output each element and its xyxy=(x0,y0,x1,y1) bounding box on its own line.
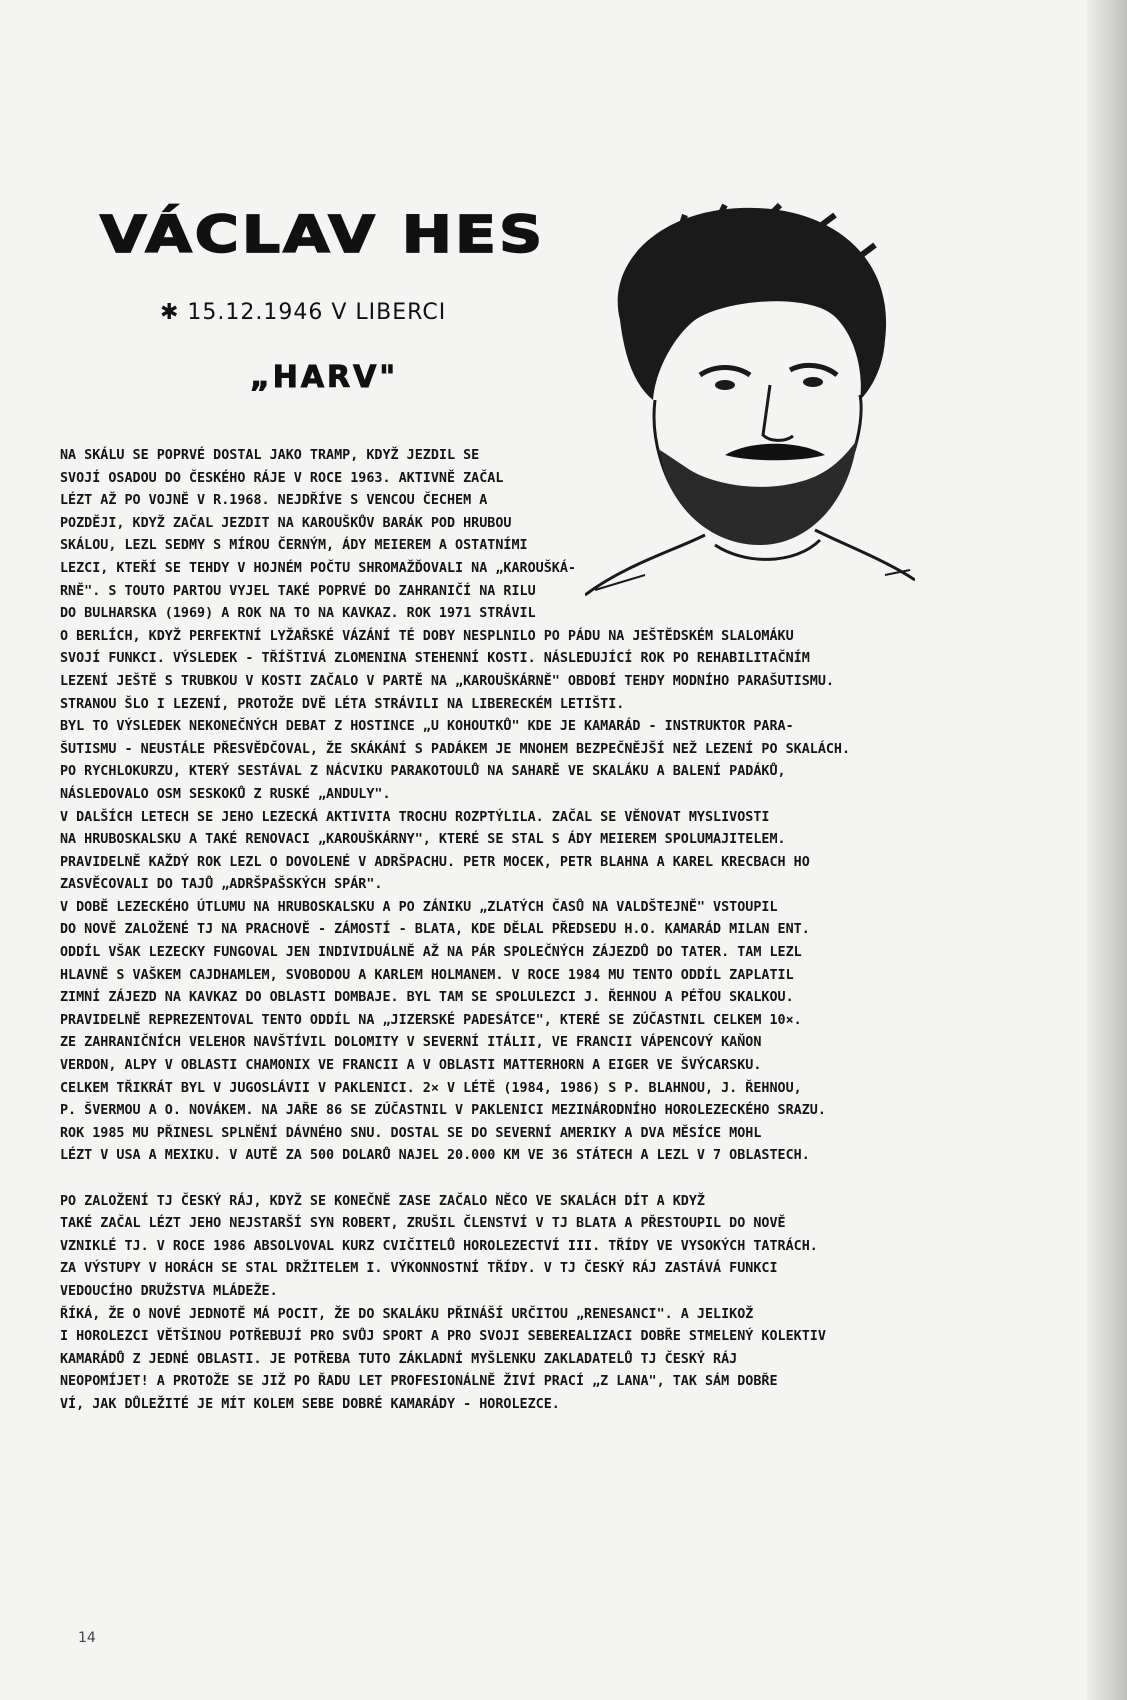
text-line: P. ŠVERMOU A O. NOVÁKEM. NA JAŘE 86 SE ZÚČASTNIL V PAKLENICI MEZINÁRODNÍHO HOROLEZECKÉHO SRAZU. xyxy=(60,1103,826,1119)
birth-line: ✱ 15.12.1946 V LIBERCI xyxy=(160,300,447,325)
text-line: ODDÍL VŠAK LEZECKY FUNGOVAL JEN INDIVIDUÁLNĚ AŽ NA PÁR SPOLEČNÝCH ZÁJEZDŮ DO TATER. TAM LEZL xyxy=(60,945,802,961)
text-line: ROK 1985 MU PŘINESL SPLNĚNÍ DÁVNÉHO SNU. DOSTAL SE DO SEVERNÍ AMERIKY A DVA MĚSÍCE MOHL xyxy=(60,1125,762,1141)
text-line: ŘÍKÁ, ŽE O NOVÉ JEDNOTĚ MÁ POCIT, ŽE DO SKALÁKU PŘINÁŠÍ URČITOU „RENESANCI". A JELIKOŽ xyxy=(60,1306,754,1322)
text-line: ŠUTISMU - NEUSTÁLE PŘESVĚDČOVAL, ŽE SKÁKÁNÍ S PADÁKEM JE MNOHEM BEZPEČNĚJŠÍ NEŽ LEZENÍ PO SKALÁCH. xyxy=(60,741,851,757)
text-line: ZIMNÍ ZÁJEZD NA KAVKAZ DO OBLASTI DOMBAJE. BYL TAM SE SPOLULEZCI J. ŘEHNOU A PÉŤOU SKALKOU. xyxy=(60,990,794,1006)
text-line: ZA VÝSTUPY V HORÁCH SE STAL DRŽITELEM I. VÝKONNOSTNÍ TŘÍDY. V TJ ČESKÝ RÁJ ZASTÁVÁ FUNKCI xyxy=(60,1261,778,1277)
text-line: ZE ZAHRANIČNÍCH VELEHOR NAVŠTÍVIL DOLOMITY V SEVERNÍ ITÁLII, VE FRANCII VÁPENCOVÝ KAŇON xyxy=(60,1035,762,1051)
page-title: VÁCLAV HES xyxy=(100,205,546,265)
text-line xyxy=(60,1168,995,1191)
page-fold-shadow xyxy=(1087,0,1127,1700)
text-line: LÉZT V USA A MEXIKU. V AUTĚ ZA 500 DOLARŮ NAJEL 20.000 KM VE 36 STÁTECH A LEZL V 7 OBLASTECH. xyxy=(60,1148,810,1164)
text-line: VEDOUCÍHO DRUŽSTVA MLÁDEŽE. xyxy=(60,1283,278,1299)
text-line: NA SKÁLU SE POPRVÉ DOSTAL JAKO TRAMP, KDYŽ JEZDIL SE xyxy=(60,448,480,463)
text-line: STRANOU ŠLO I LEZENÍ, PROTOŽE DVĚ LÉTA STRÁVILI NA LIBERECKÉM LETIŠTI. xyxy=(60,696,625,712)
text-line: V DOBĚ LEZECKÉHO ÚTLUMU NA HRUBOSKALSKU A PO ZÁNIKU „ZLATÝCH ČASŮ NA VALDŠTEJNĚ" VSTOUPIL xyxy=(60,899,778,915)
nickname: „HARV" xyxy=(250,360,398,395)
text-line: O BERLÍCH, KDYŽ PERFEKTNÍ LYŽAŘSKÉ VÁZÁNÍ TÉ DOBY NESPLNILO PO PÁDU NA JEŠTĚDSKÉM SLALOMÁKU xyxy=(60,628,794,644)
text-line: PO RYCHLOKURZU, KTERÝ SESTÁVAL Z NÁCVIKU PARAKOTOULŮ NA SAHARĚ VE SKALÁKU A BALENÍ PADÁKŮ, xyxy=(60,764,786,780)
text-line: KAMARÁDŮ Z JEDNÉ OBLASTI. JE POTŘEBA TUTO ZÁKLADNÍ MYŠLENKU ZAKLADATELŮ TJ ČESKÝ RÁJ xyxy=(60,1351,738,1367)
text-line: VÍ, JAK DŮLEŽITÉ JE MÍT KOLEM SEBE DOBRÉ KAMARÁDY - HOROLEZCE. xyxy=(60,1396,560,1412)
text-line: PRAVIDELNĚ KAŽDÝ ROK LEZL O DOVOLENÉ V ADRŠPACHU. PETR MOCEK, PETR BLAHNA A KAREL KRECBACH HO xyxy=(60,854,810,870)
handwritten-body xyxy=(60,445,995,1417)
text-line: SVOJÍ FUNKCI. VÝSLEDEK - TŘÍŠTIVÁ ZLOMENINA STEHENNÍ KOSTI. NÁSLEDUJÍCÍ ROK PO REHABILITAČNÍM xyxy=(60,651,810,667)
text-line: BYL TO VÝSLEDEK NEKONEČNÝCH DEBAT Z HOSTINCE „U KOHOUTKŮ" KDE JE KAMARÁD - INSTRUKTOR PARA- xyxy=(60,719,794,735)
page-number: 14 xyxy=(78,1630,96,1646)
text-line: I HOROLEZCI VĚTŠINOU POTŘEBUJÍ PRO SVŮJ SPORT A PRO SVOJI SEBEREALIZACI DOBŘE STMELENÝ KOLEKTIV xyxy=(60,1329,826,1345)
text-line: LEZENÍ JEŠTĚ S TRUBKOU V KOSTI ZAČALO V PARTĚ NA „KAROUŠKÁRNĚ" OBDOBÍ TEHDY MODNÍHO PARAŠUTISMU. xyxy=(60,673,834,689)
text-line: CELKEM TŘIKRÁT BYL V JUGOSLÁVII V PAKLENICI. 2× V LÉTĚ (1984, 1986) S P. BLAHNOU, J. ŘEHNOU, xyxy=(60,1080,802,1096)
text-line: LEZCI, KTEŘÍ SE TEHDY V HOJNÉM POČTU SHROMAŽĎOVALI NA „KAROUŠKÁ- xyxy=(60,560,576,576)
text-line: TAKÉ ZAČAL LÉZT JEHO NEJSTARŠÍ SYN ROBERT, ZRUŠIL ČLENSTVÍ V TJ BLATA A PŘESTOUPIL DO NOVĚ xyxy=(60,1216,786,1232)
text-line: NEOPOMÍJET! A PROTOŽE SE JIŽ PO ŘADU LET PROFESIONÁLNĚ ŽIVÍ PRACÍ „Z LANA", TAK SÁM DOBŘE xyxy=(60,1374,778,1390)
text-line: SVOJÍ OSADOU DO ČESKÉHO RÁJE V ROCE 1963. AKTIVNĚ ZAČAL xyxy=(60,470,504,486)
text-line: POZDĚJI, KDYŽ ZAČAL JEZDIT NA KAROUŠKŮV BARÁK POD HRUBOU xyxy=(60,515,512,531)
text-line: VZNIKLÉ TJ. V ROCE 1986 ABSOLVOVAL KURZ CVIČITELŮ HOROLEZECTVÍ III. TŘÍDY VE VYSOKÝCH TATRÁCH. xyxy=(60,1238,818,1254)
text-line: PO ZALOŽENÍ TJ ČESKÝ RÁJ, KDYŽ SE KONEČNĚ ZASE ZAČALO NĚCO VE SKALÁCH DÍT A KDYŽ xyxy=(60,1193,705,1209)
text-line: DO NOVĚ ZALOŽENÉ TJ NA PRACHOVĚ - ZÁMOSTÍ - BLATA, KDE DĚLAL PŘEDSEDU H.O. KAMARÁD MILAN ENT. xyxy=(60,922,810,938)
text-line: VERDON, ALPY V OBLASTI CHAMONIX VE FRANCII A V OBLASTI MATTERHORN A EIGER VE ŠVÝCARSKU. xyxy=(60,1058,762,1074)
text-line: NÁSLEDOVALO OSM SESKOKŮ Z RUSKÉ „ANDULY". xyxy=(60,786,391,802)
text-line: SKÁLOU, LEZL SEDMY S MÍROU ČERNÝM, ÁDY MEIEREM A OSTATNÍMI xyxy=(60,538,528,554)
text-line: DO BULHARSKA (1969) A ROK NA TO NA KAVKAZ. ROK 1971 STRÁVIL xyxy=(60,606,536,622)
text-line: ZASVĚCOVALI DO TAJŮ „ADRŠPAŠSKÝCH SPÁR". xyxy=(60,877,383,893)
text-line: LÉZT AŽ PO VOJNĚ V R.1968. NEJDŘÍVE S VENCOU ČECHEM A xyxy=(60,493,488,509)
text-line: RNĚ". S TOUTO PARTOU VYJEL TAKÉ POPRVÉ DO ZAHRANIČÍ NA RILU xyxy=(60,583,536,599)
text-line: V DALŠÍCH LETECH SE JEHO LEZECKÁ AKTIVITA TROCHU ROZPTÝLILA. ZAČAL SE VĚNOVAT MYSLIVOSTI xyxy=(60,809,770,825)
text-line: PRAVIDELNĚ REPREZENTOVAL TENTO ODDÍL NA „JIZERSKÉ PADESÁTCE", KTERÉ SE ZÚČASTNIL CELKEM 10×. xyxy=(60,1012,802,1028)
text-line: NA HRUBOSKALSKU A TAKÉ RENOVACI „KAROUŠKÁRNY", KTERÉ SE STAL S ÁDY MEIEREM SPOLUMAJITELEM. xyxy=(60,832,786,848)
text-line: HLAVNĚ S VAŠKEM CAJDHAMLEM, SVOBODOU A KARLEM HOLMANEM. V ROCE 1984 MU TENTO ODDÍL ZAPLATIL xyxy=(60,967,794,983)
